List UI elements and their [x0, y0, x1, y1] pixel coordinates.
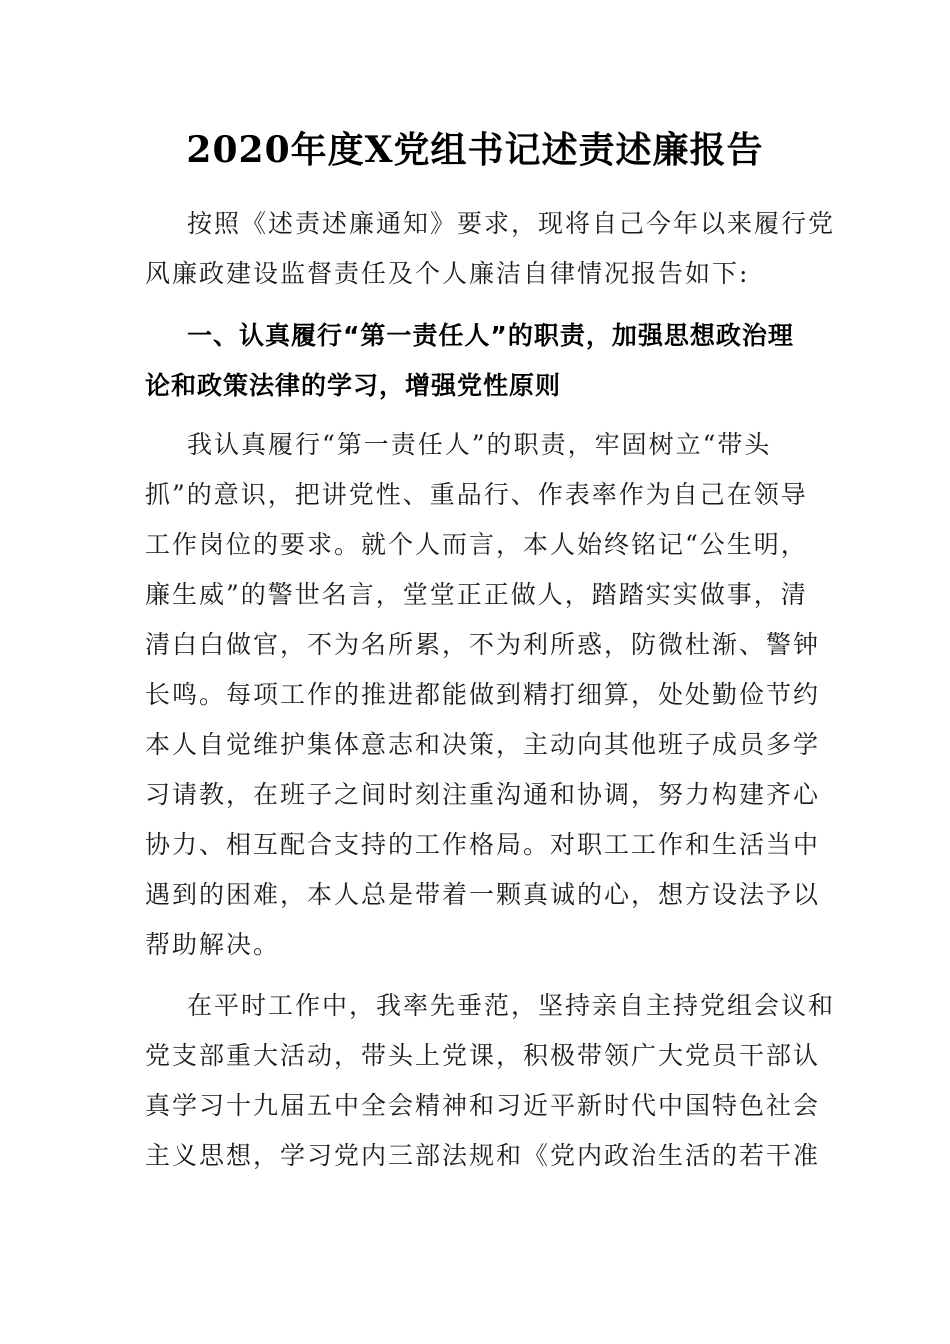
paragraph-line: 工作岗位的要求。就个人而言，本人始终铭记“公生明， [145, 530, 808, 559]
paragraph-line: 遇到的困难，本人总是带着一颗真诚的心，想方设法予以 [145, 880, 821, 909]
paragraph-2 [145, 981, 836, 1181]
section-heading-line: 一、认真履行“第一责任人”的职责，加强思想政治理 [187, 321, 794, 350]
document-title: 2020年度X党组书记述责述廉报告 [186, 129, 764, 171]
paragraph-line: 帮助解决。 [145, 930, 281, 959]
paragraph-line: 在平时工作中，我率先垂范，坚持亲自主持党组会议和 [187, 991, 836, 1020]
paragraph-line: 主义思想，学习党内三部法规和《党内政治生活的若干准 [145, 1141, 821, 1170]
paragraph-1 [145, 420, 821, 970]
intro-line: 风廉政建设监督责任及个人廉洁自律情况报告如下: [145, 259, 750, 288]
intro-line: 按照《述责述廉通知》要求，现将自己今年以来履行党 [187, 209, 836, 238]
paragraph-line: 习请教，在班子之间时刻注重沟通和协调，努力构建齐心 [145, 780, 821, 809]
paragraph-line: 廉生威”的警世名言，堂堂正正做人，踏踏实实做事，清 [145, 580, 808, 609]
paragraph-line: 清白白做官，不为名所累，不为利所惑，防微杜渐、警钟 [145, 630, 821, 659]
paragraph-line: 本人自觉维护集体意志和决策，主动向其他班子成员多学 [145, 730, 821, 759]
paragraph-line: 长鸣。每项工作的推进都能做到精打细算，处处勤俭节约 [145, 680, 821, 709]
intro-paragraph [145, 199, 836, 299]
paragraph-line: 协力、相互配合支持的工作格局。对职工工作和生活当中 [145, 830, 821, 859]
paragraph-line: 抓”的意识，把讲党性、重品行、作表率作为自己在领导 [145, 480, 808, 509]
paragraph-line: 我认真履行“第一责任人”的职责，牢固树立“带头 [187, 430, 772, 459]
paragraph-line: 党支部重大活动，带头上党课，积极带领广大党员干部认 [145, 1041, 821, 1070]
section-heading-line: 论和政策法律的学习，增强党性原则 [145, 371, 562, 400]
section-heading-1 [145, 311, 817, 411]
paragraph-line: 真学习十九届五中全会精神和习近平新时代中国特色社会 [145, 1091, 821, 1120]
